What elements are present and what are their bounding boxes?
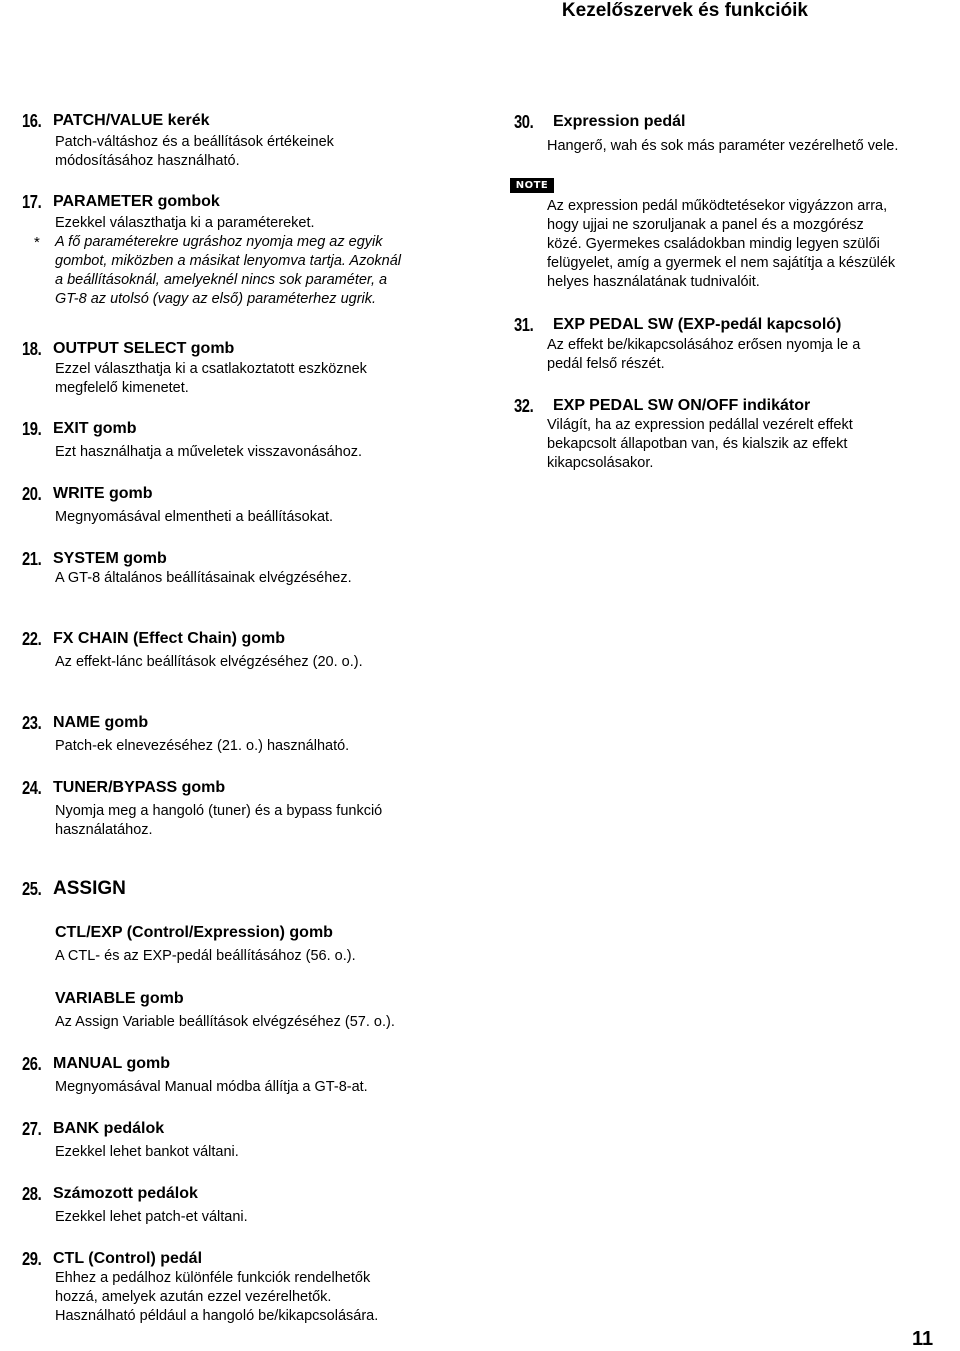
item-title: NAME gomb	[53, 714, 149, 731]
item-title: CTL (Control) pedál	[53, 1250, 203, 1267]
item-number: 23.	[22, 713, 42, 733]
item-text: Világít, ha az expression pedállal vezérelt effekt	[547, 417, 853, 433]
item-number: 21.	[22, 549, 42, 569]
item-text: hozzá, amelyek azután ezzel vezérelhetők.	[55, 1289, 332, 1305]
item-number: 20.	[22, 484, 42, 504]
item-number: 25.	[22, 879, 42, 899]
item-title: Expression pedál	[553, 113, 686, 130]
note-text: hogy ujjai ne szoruljanak a panel és a mozgórész	[547, 217, 864, 233]
item-text: Ezekkel választhatja ki a paramétereket.	[55, 215, 315, 231]
item-number: 26.	[22, 1054, 42, 1074]
item-text: Az Assign Variable beállítások elvégzéséhez (57. o.).	[55, 1014, 395, 1030]
note-badge-label: NOTE	[515, 180, 549, 191]
item-text: pedál felső részét.	[547, 356, 665, 372]
item-title: ASSIGN	[53, 878, 126, 899]
item-number: 28.	[22, 1184, 42, 1204]
item-text: Az effekt be/kikapcsolásához erősen nyomja le a	[547, 337, 861, 353]
item-subtitle: VARIABLE gomb	[55, 990, 184, 1007]
item-text: Ezekkel lehet patch-et váltani.	[55, 1209, 248, 1225]
item-number: 30.	[514, 112, 534, 132]
item-title: BANK pedálok	[53, 1120, 165, 1137]
item-text: módosításához használható.	[55, 153, 240, 169]
page-header-title: Kezelőszervek és funkcióik	[561, 0, 808, 21]
note-badge	[510, 178, 554, 193]
item-number: 31.	[514, 315, 534, 335]
page-number: 11	[912, 1328, 934, 1350]
item-title: WRITE gomb	[53, 485, 153, 502]
item-title: PARAMETER gombok	[53, 193, 220, 210]
asterisk-mark: *	[34, 234, 40, 251]
item-text: kikapcsolásakor.	[547, 455, 654, 471]
item-number: 16.	[22, 111, 42, 131]
item-text: Megnyomásával Manual módba állítja a GT-8-at.	[55, 1079, 368, 1095]
item-number: 18.	[22, 339, 42, 359]
item-title: MANUAL gomb	[53, 1055, 171, 1072]
item-title: PATCH/VALUE kerék	[53, 112, 210, 129]
item-text: Ezt használhatja a műveletek visszavonásához.	[55, 444, 363, 460]
item-text: Patch-váltáshoz és a beállítások értékeinek	[55, 134, 334, 150]
item-note: a beállításoknál, amelyeknél nincs sok paraméter, a	[55, 272, 388, 288]
item-number: 17.	[22, 192, 42, 212]
item-number: 19.	[22, 419, 42, 439]
note-text: közé. Gyermekes családokban mindig legyen szülői	[547, 236, 880, 252]
item-number: 22.	[22, 629, 42, 649]
item-title: EXP PEDAL SW ON/OFF indikátor	[553, 397, 811, 414]
item-text: Patch-ek elnevezéséhez (21. o.) használható.	[55, 738, 350, 754]
item-note: GT-8 az utolsó (vagy az első) paraméterhez ugrik.	[55, 291, 377, 307]
item-text: bekapcsolt állapotban van, és kialszik az effekt	[547, 436, 848, 452]
item-text: Nyomja meg a hangoló (tuner) és a bypass funkció	[55, 803, 383, 819]
item-text: Megnyomásával elmentheti a beállításokat.	[55, 509, 334, 525]
item-title: TUNER/BYPASS gomb	[53, 779, 226, 796]
item-title: OUTPUT SELECT gomb	[53, 340, 235, 357]
item-text: A GT-8 általános beállításainak elvégzéséhez.	[55, 570, 352, 586]
item-number: 27.	[22, 1119, 42, 1139]
item-subtitle: CTL/EXP (Control/Expression) gomb	[55, 924, 333, 941]
note-text: Az expression pedál működtetésekor vigyázzon arra,	[547, 198, 888, 214]
item-text: Ezekkel lehet bankot váltani.	[55, 1144, 239, 1160]
item-text: használatához.	[55, 822, 153, 838]
item-text: Használható például a hangoló be/kikapcsolására.	[55, 1308, 379, 1324]
item-title: SYSTEM gomb	[53, 550, 167, 567]
item-title: FX CHAIN (Effect Chain) gomb	[53, 630, 285, 647]
item-title: EXIT gomb	[53, 420, 137, 437]
item-title: Számozott pedálok	[53, 1185, 198, 1202]
item-text: Ezzel választhatja ki a csatlakoztatott eszköznek	[55, 361, 367, 377]
item-text: Az effekt-lánc beállítások elvégzéséhez (20. o.).	[55, 654, 363, 670]
item-title: EXP PEDAL SW (EXP-pedál kapcsoló)	[553, 316, 842, 333]
note-text: felügyelet, amíg a gyermek el nem sajátítja a készülék	[547, 255, 896, 271]
item-number: 24.	[22, 778, 42, 798]
item-number: 29.	[22, 1249, 42, 1269]
item-text: megfelelő kimenetet.	[55, 380, 189, 396]
item-text: Hangerő, wah és sok más paraméter vezérelhető vele.	[547, 138, 899, 154]
page-header	[0, 0, 960, 22]
item-text: Ehhez a pedálhoz különféle funkciók rendelhetők	[55, 1270, 371, 1286]
item-number: 32.	[514, 396, 534, 416]
item-note: A fő paraméterekre ugráshoz nyomja meg az egyik	[55, 234, 383, 250]
item-note: gombot, miközben a másikat lenyomva tartja. Azoknál	[55, 253, 402, 269]
item-text: A CTL- és az EXP-pedál beállításához (56. o.).	[55, 948, 356, 964]
note-text: helyes használatának tudnivalóit.	[547, 274, 760, 290]
